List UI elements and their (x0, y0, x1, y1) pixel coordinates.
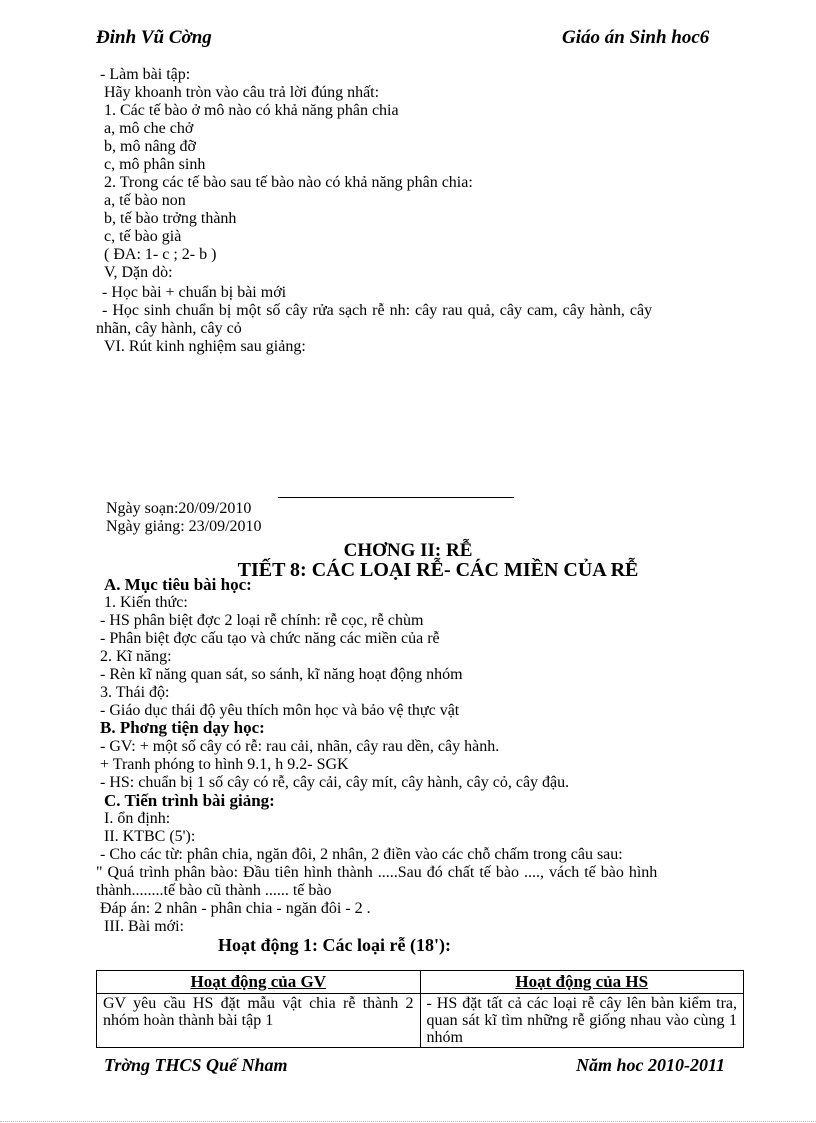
text-line: - Cho các từ: phân chia, ngăn đôi, 2 nhân, 2 điền vào các chỗ chấm trong câu sau: (100, 846, 623, 863)
text-line: - Làm bài tập: (100, 66, 191, 83)
table-cell-gv: GV yêu cầu HS đặt mẫu vật chia rễ thành 2 nhóm hoàn thành bài tập 1 (97, 994, 421, 1048)
text-line: c, mô phân sinh (104, 156, 206, 173)
footer-year: Năm hoc 2010-2011 (576, 1055, 726, 1075)
text-line: VI. Rút kinh nghiệm sau giảng: (104, 338, 306, 355)
text-line: 2. Trong các tế bào sau tế bào nào có khả năng phân chia: (104, 174, 473, 191)
text-line: ( ĐA: 1- c ; 2- b ) (104, 246, 217, 263)
text-line: " Quá trình phân bào: Đầu tiên hình thành .....Sau đó chất tế bào ...., vách tế bào hình (96, 864, 658, 881)
text-line: 2. Kĩ năng: (100, 648, 172, 665)
text-line: - GV: + một số cây có rễ: rau cải, nhãn, cây rau dền, cây hành. (100, 738, 500, 755)
text-line: 1. Kiến thức: (104, 594, 188, 611)
chapter-title: CHƠNG II: RỄ (343, 540, 473, 561)
text-line: Đáp án: 2 nhân - phân chia - ngăn đôi - 2 . (100, 900, 371, 917)
text-line: 3. Thái độ: (100, 684, 170, 701)
text-line: 1. Các tế bào ở mô nào có khả năng phân chia (104, 102, 399, 119)
date-prepared: Ngày soạn:20/09/2010 (106, 500, 252, 517)
table-header-hs: Hoạt động của HS (420, 971, 744, 994)
header-author: Đinh Vũ Cờng (96, 27, 212, 48)
table-cell-hs: - HS đặt tất cả các loại rễ cây lên bàn kiểm tra, quan sát kĩ tìm những rễ giống nhau vào cùng 1 nhóm (420, 994, 744, 1048)
text-line: - Rèn kĩ năng quan sát, so sánh, kĩ năng hoạt động nhóm (100, 666, 463, 683)
text-line: c, tế bào già (104, 228, 182, 245)
text-line: - Học bài + chuẩn bị bài mới (102, 284, 287, 301)
section-heading: B. Phơng tiện dạy học: (100, 718, 265, 737)
text-line: nhãn, cây hành, cây cỏ (96, 320, 242, 337)
lesson-title: TIẾT 8: CÁC LOẠI RỄ- CÁC MIỀN CỦA RỄ (237, 559, 639, 581)
header-subject: Giáo án Sinh hoc6 (562, 27, 710, 48)
table-row (97, 994, 744, 1048)
table-header-gv: Hoạt động của GV (97, 971, 421, 994)
text-line: + Tranh phóng to hình 9.1, h 9.2- SGK (100, 756, 349, 773)
text-line: - HS: chuẩn bị 1 số cây có rễ, cây cải, cây mít, cây hành, cây cỏ, cây đậu. (100, 774, 570, 791)
table-header-row (97, 971, 744, 994)
text-line: - HS phân biệt đợc 2 loại rễ chính: rễ cọc, rễ chùm (100, 612, 424, 629)
text-line: Hãy khoanh tròn vào câu trả lời đúng nhất: (104, 84, 380, 101)
page-bottom-divider (0, 1121, 816, 1122)
text-line: - Học sinh chuẩn bị một số cây rửa sạch rễ nh: cây rau quả, cây cam, cây hành, cây (102, 302, 653, 319)
text-line: II. KTBC (5'): (104, 828, 196, 845)
text-line: - Phân biệt đợc cấu tạo và chức năng các miền của rễ (100, 630, 440, 647)
text-line: III. Bài mới: (104, 918, 184, 935)
section-heading: A. Mục tiêu bài học: (104, 575, 252, 594)
text-line: I. ổn định: (104, 810, 171, 827)
text-line: b, mô nâng đỡ (104, 138, 197, 155)
activity-title: Hoạt động 1: Các loại rễ (18'): (218, 935, 451, 955)
text-line: a, tế bào non (104, 192, 186, 209)
text-line: - Giáo dục thái độ yêu thích môn học và bảo vệ thực vật (100, 702, 460, 719)
text-line: a, mô che chở (104, 120, 194, 137)
activity-table (96, 970, 744, 1048)
section-heading: C. Tiến trình bài giảng: (104, 791, 275, 810)
footer-school: Trờng THCS Quế Nham (104, 1055, 288, 1075)
text-line: V, Dặn dò: (104, 264, 173, 281)
text-line: b, tế bào trởng thành (104, 210, 237, 227)
horizontal-rule (278, 497, 514, 498)
text-line: thành........tế bào cũ thành ...... tế bào (96, 882, 332, 899)
date-taught: Ngày giảng: 23/09/2010 (106, 518, 262, 535)
